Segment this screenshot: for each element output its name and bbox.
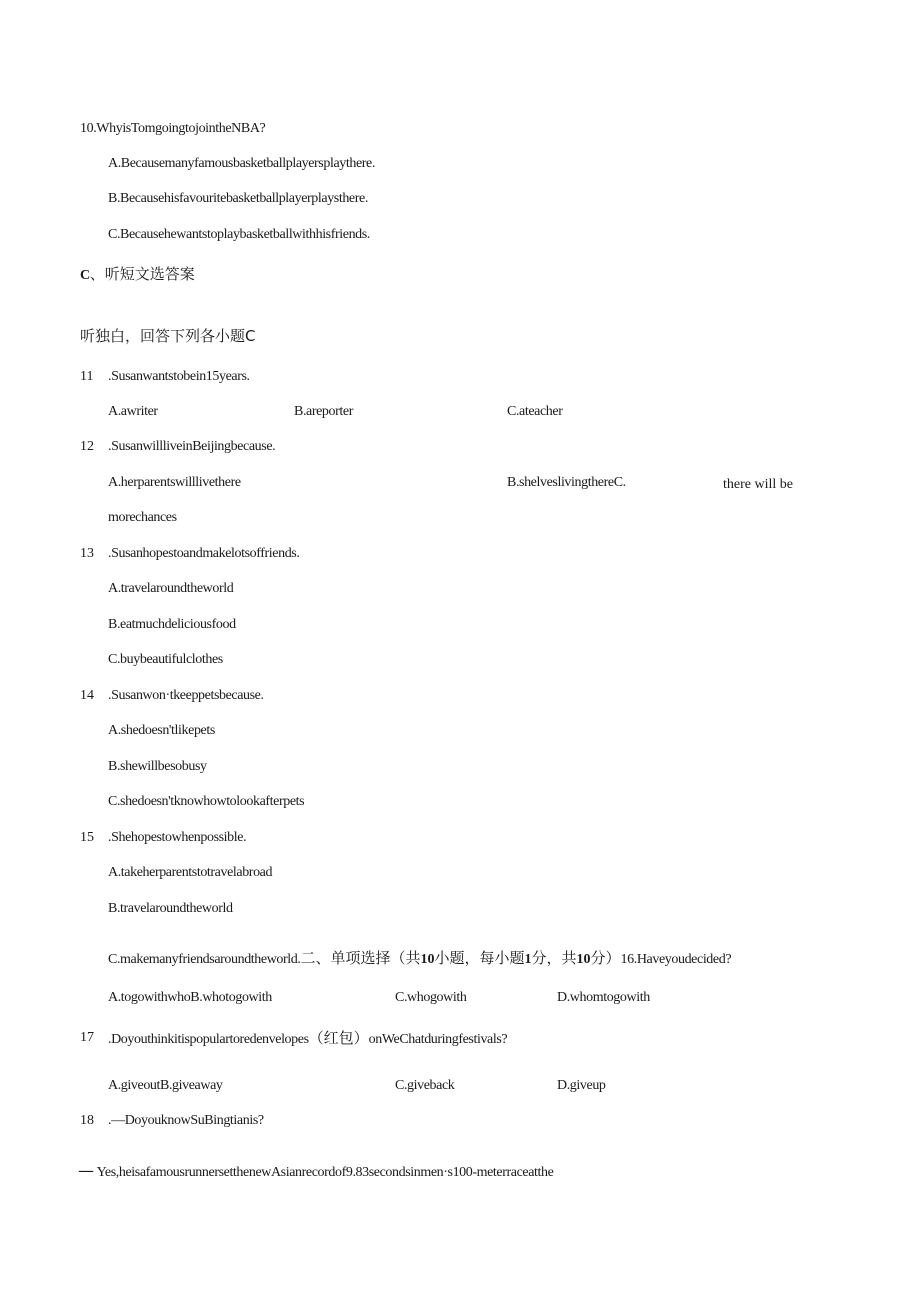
q14-number: 14 (80, 688, 94, 703)
q18-answer-line (78, 1162, 553, 1182)
q12-number: 12 (80, 439, 94, 454)
q14-option-b: B.shewillbesobusy (108, 759, 207, 774)
q14-option-c: C.shedoesn'tknowhowtolookafterpets (108, 794, 305, 809)
q12-stem: .SusanwillliveinBeijingbecause. (108, 439, 276, 454)
q16-option-c: C.whogowith (395, 990, 467, 1005)
q11-option-c: C.ateacher (507, 404, 563, 419)
q11-stem: .Susanwantstobein15years. (108, 369, 250, 384)
q18-answer: Yes,heisafamousrunnersetthenewAsianrecordof9.83secondsinmen·s100-meterraceatthe (96, 1165, 554, 1180)
q10-option-a: A.Becausemanyfamousbasketballplayersplaythere. (108, 156, 375, 171)
answer-dash: — (78, 1161, 94, 1180)
q13-option-b: B.eatmuchdeliciousfood (108, 617, 236, 632)
q16-stem: 16.Haveyoudecided? (620, 952, 732, 967)
q11-number: 11 (80, 369, 94, 384)
q16-option-ab: A.togowithwhoB.whotogowith (108, 990, 272, 1005)
q12-option-a: A.herparentswilllivethere (108, 475, 241, 490)
q11-option-b: B.areporter (294, 404, 353, 419)
q15-option-c: C.makemanyfriendsaroundtheworld. (108, 952, 301, 967)
q17-option-c: C.giveback (395, 1078, 455, 1093)
q13-stem: .Susanhopestoandmakelotsoffriends. (108, 546, 300, 561)
q17-option-d: D.giveup (557, 1078, 606, 1093)
q15-number: 15 (80, 830, 94, 845)
q17-number: 17 (80, 1030, 94, 1045)
q15-option-b: B.travelaroundtheworld (108, 901, 233, 916)
monologue-instruction: 听独白，回答下列各小题C (80, 327, 256, 345)
part2-heading: 二、单项选择（共10小题，每小题1分，共10分） (300, 949, 621, 967)
q13-option-c: C.buybeautifulclothes (108, 652, 223, 667)
q11-option-a: A.awriter (108, 404, 158, 419)
q12-option-c-continued: morechances (108, 510, 177, 525)
q14-stem: .Susanwon·tkeeppetsbecause. (108, 688, 264, 703)
q10-option-b: B.Becausehisfavouritebasketballplayerplaysthere. (108, 191, 368, 206)
q12-option-c-start: there will be (723, 477, 793, 492)
section-c-title: 、听短文选答案 (89, 265, 195, 283)
section-c-heading (80, 265, 195, 285)
q13-option-a: A.travelaroundtheworld (108, 581, 234, 596)
q15-stem: .Shehopestowhenpossible. (108, 830, 247, 845)
q13-number: 13 (80, 546, 94, 561)
section-c-letter: C (80, 268, 90, 283)
q12-option-b: B.shelveslivingthereC. (507, 475, 626, 490)
q15-c-part2-q16-line (108, 949, 731, 969)
q14-option-a: A.shedoesn'tlikepets (108, 723, 215, 738)
q18-stem: .—DoyouknowSuBingtianis? (108, 1113, 264, 1128)
q17-stem: .Doyouthinkitispopulartoredenvelopes（红包）onWeChatduringfestivals? (108, 1029, 508, 1047)
q17-option-ab: A.giveoutB.giveaway (108, 1078, 223, 1093)
q15-option-a: A.takeherparentstotravelabroad (108, 865, 273, 880)
q16-option-d: D.whomtogowith (557, 990, 650, 1005)
q10-stem: 10.WhyisTomgoingtojointheNBA? (80, 121, 266, 136)
q10-option-c: C.Becausehewantstoplaybasketballwithhisfriends. (108, 227, 370, 242)
q18-number: 18 (80, 1113, 94, 1128)
